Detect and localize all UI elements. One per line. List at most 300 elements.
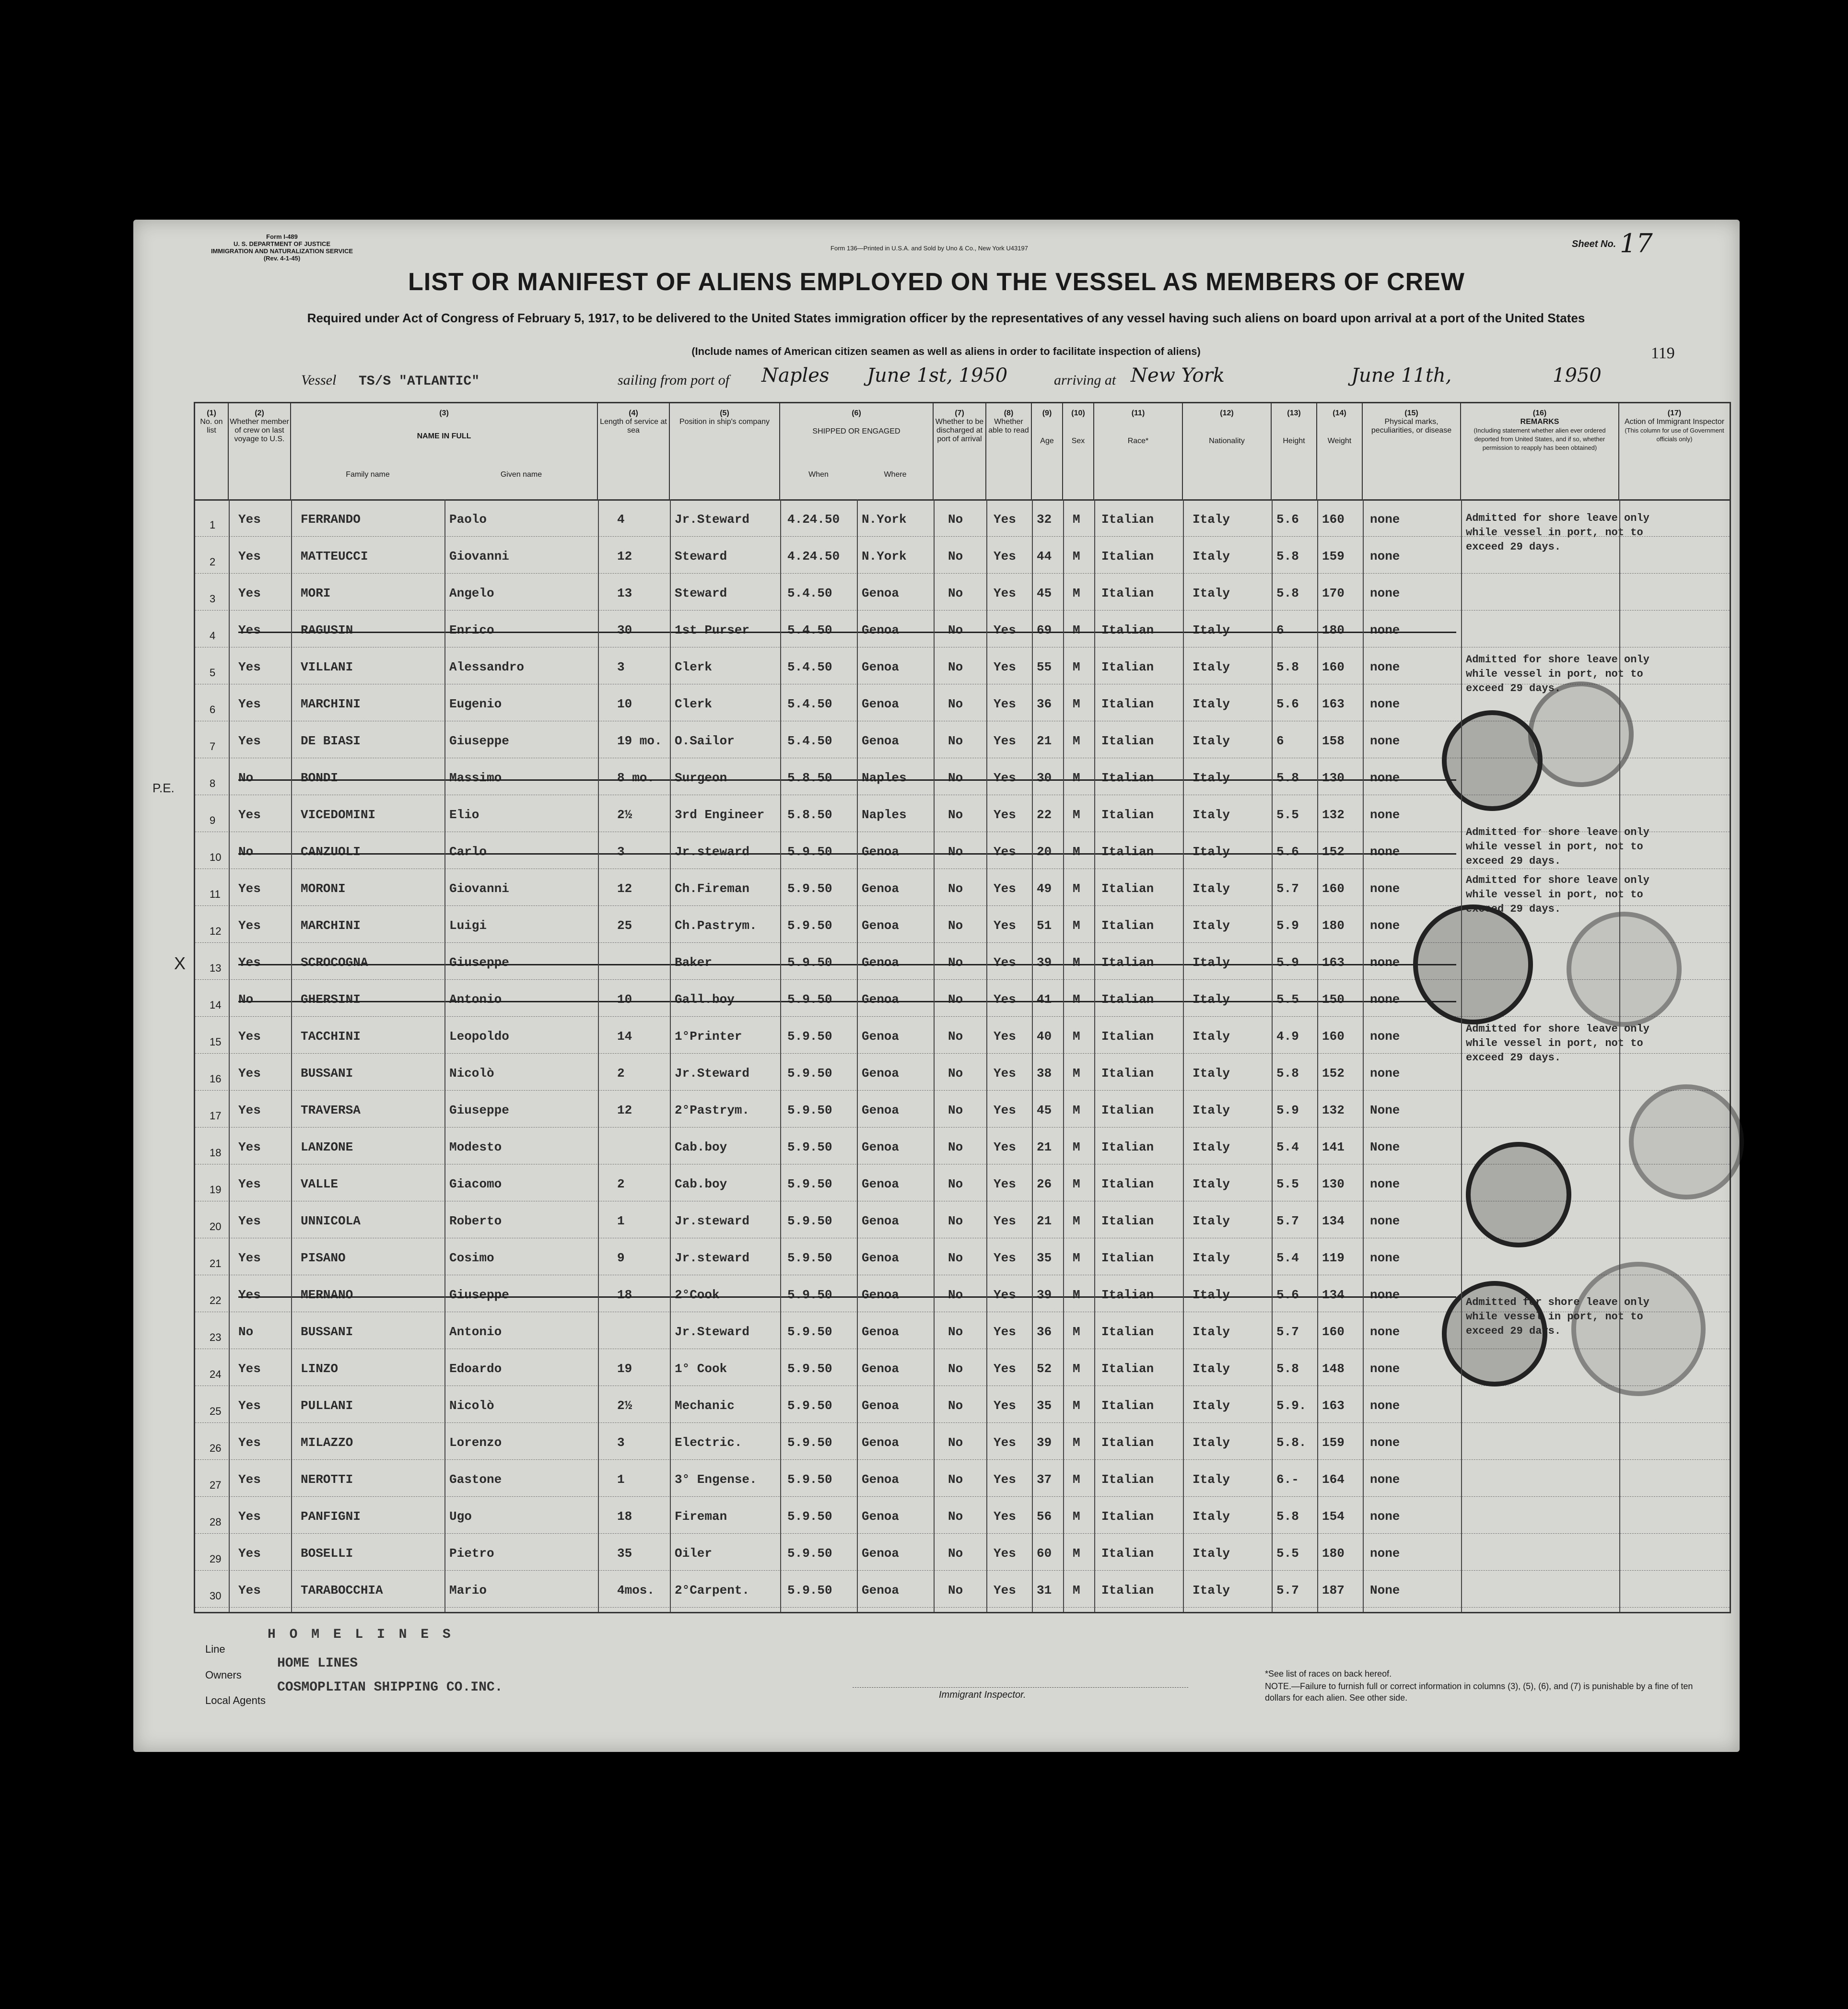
remark-stamp-text: Admitted for shore leave only while vessel in port, not to exceed 29 days. xyxy=(1466,826,1649,867)
agents-label: Local Agents xyxy=(205,1694,266,1706)
family-name-cell: MARCHINI xyxy=(301,918,361,933)
read-cell: Yes xyxy=(994,808,1016,822)
age-cell: 69 xyxy=(1037,623,1052,637)
race-cell: Italian xyxy=(1101,845,1154,859)
sex-cell: M xyxy=(1073,660,1080,674)
service-cell: 10 xyxy=(617,992,632,1007)
race-cell: Italian xyxy=(1101,1103,1154,1117)
nationality-cell: Italy xyxy=(1193,1103,1230,1117)
page-subtitle: Required under Act of Congress of February 5, 1917, to be delivered to the United States immigration officer by the representatives of any vessel having such aliens on board upon arrival at a port of the United States xyxy=(307,311,1585,325)
punch-hole xyxy=(72,349,97,374)
marks-cell: None xyxy=(1370,1103,1400,1117)
service-cell: 2 xyxy=(617,1066,625,1081)
race-cell: Italian xyxy=(1101,1509,1154,1524)
sex-cell: M xyxy=(1073,549,1080,564)
shipped-when-cell: 5.9.50 xyxy=(787,881,832,896)
race-cell: Italian xyxy=(1101,660,1154,674)
row-number: 28 xyxy=(210,1516,222,1528)
age-cell: 41 xyxy=(1037,992,1052,1007)
prev-voyage-cell: No xyxy=(238,845,254,859)
family-name-cell: BONDI xyxy=(301,771,339,785)
read-cell: Yes xyxy=(994,1140,1016,1154)
discharge-cell: No xyxy=(948,734,963,748)
row-number: 30 xyxy=(210,1590,222,1602)
prev-voyage-cell: Yes xyxy=(238,623,261,637)
given-name-cell: Giuseppe xyxy=(449,1288,509,1302)
height-cell: 5.5 xyxy=(1276,992,1299,1007)
printer-line: Form 136—Printed in U.S.A. and Sold by Uno & Co., New York U43197 xyxy=(830,245,1028,252)
service-cell: 12 xyxy=(617,881,632,896)
service-cell: 30 xyxy=(617,623,632,637)
read-cell: Yes xyxy=(994,549,1016,564)
sex-cell: M xyxy=(1073,881,1080,896)
manifest-sheet xyxy=(133,220,1740,1752)
discharge-cell: No xyxy=(948,1472,963,1487)
row-number: 24 xyxy=(210,1368,222,1380)
row-number: 11 xyxy=(210,888,221,900)
height-cell: 5.9. xyxy=(1276,1398,1307,1413)
given-name-cell: Angelo xyxy=(449,586,494,600)
owners-value: HOME LINES xyxy=(277,1656,358,1671)
weight-cell: 134 xyxy=(1322,1214,1345,1228)
strike-through-line xyxy=(238,1001,1456,1002)
row-number: 25 xyxy=(210,1405,222,1417)
race-cell: Italian xyxy=(1101,734,1154,748)
given-name-cell: Cosimo xyxy=(449,1251,494,1265)
discharge-cell: No xyxy=(948,1029,963,1044)
marks-cell: none xyxy=(1370,881,1400,896)
position-cell: Ch.Pastrym. xyxy=(675,918,757,933)
vessel-label: Vessel xyxy=(301,372,337,388)
race-cell: Italian xyxy=(1101,623,1154,637)
sex-cell: M xyxy=(1073,1103,1080,1117)
family-name-cell: VILLANI xyxy=(301,660,353,674)
height-cell: 5.5 xyxy=(1276,1177,1299,1191)
family-name-cell: CANZUOLI xyxy=(301,845,361,859)
race-cell: Italian xyxy=(1101,1029,1154,1044)
shipped-where-cell: Genoa xyxy=(862,1435,900,1450)
sailing-date: June 1st, 1950 xyxy=(867,364,1008,387)
row-number: 15 xyxy=(210,1036,222,1048)
service-cell: 1 xyxy=(617,1214,625,1228)
prev-voyage-cell: Yes xyxy=(238,1509,261,1524)
given-name-cell: Gastone xyxy=(449,1472,502,1487)
race-cell: Italian xyxy=(1101,697,1154,711)
shipped-when-cell: 5.9.50 xyxy=(787,1398,832,1413)
discharge-cell: No xyxy=(948,1288,963,1302)
sex-cell: M xyxy=(1073,1288,1080,1302)
given-name-cell: Ugo xyxy=(449,1509,472,1524)
service-cell: 8 mo. xyxy=(617,771,655,785)
row-number: 13 xyxy=(210,962,222,974)
age-cell: 52 xyxy=(1037,1362,1052,1376)
inspector-label: Immigrant Inspector. xyxy=(939,1690,1026,1700)
age-cell: 30 xyxy=(1037,771,1052,785)
row-number: 14 xyxy=(210,999,222,1011)
prev-voyage-cell: Yes xyxy=(238,1251,261,1265)
weight-cell: 170 xyxy=(1322,586,1345,600)
col-header-read: (8) Whether able to read xyxy=(986,403,1032,499)
weight-cell: 160 xyxy=(1322,881,1345,896)
column-rule xyxy=(598,499,599,1612)
given-name-cell: Alessandro xyxy=(449,660,525,674)
col-header-height: (13) Height xyxy=(1272,403,1317,499)
read-cell: Yes xyxy=(994,845,1016,859)
weight-cell: 132 xyxy=(1322,808,1345,822)
read-cell: Yes xyxy=(994,881,1016,896)
age-cell: 45 xyxy=(1037,586,1052,600)
given-name-cell: Edoardo xyxy=(449,1362,502,1376)
family-name-cell: TARABOCCHIA xyxy=(301,1583,383,1598)
read-cell: Yes xyxy=(994,1029,1016,1044)
prev-voyage-cell: Yes xyxy=(238,697,261,711)
seal-stamp xyxy=(1466,1142,1571,1247)
height-cell: 5.5 xyxy=(1276,1546,1299,1561)
row-number: 21 xyxy=(210,1257,222,1269)
weight-cell: 130 xyxy=(1322,771,1345,785)
nationality-cell: Italy xyxy=(1193,1546,1230,1561)
age-cell: 21 xyxy=(1037,1214,1052,1228)
col-header-discharge: (7) Whether to be discharged at port of arrival xyxy=(934,403,986,499)
race-cell: Italian xyxy=(1101,771,1154,785)
column-rule xyxy=(986,499,987,1612)
prev-voyage-cell: Yes xyxy=(238,734,261,748)
sex-cell: M xyxy=(1073,918,1080,933)
shipped-where-cell: Genoa xyxy=(862,1509,900,1524)
height-cell: 5.7 xyxy=(1276,1583,1299,1598)
read-cell: Yes xyxy=(994,1472,1016,1487)
position-cell: 3rd Engineer xyxy=(675,808,765,822)
nationality-cell: Italy xyxy=(1193,1435,1230,1450)
column-rule xyxy=(1461,499,1462,1612)
read-cell: Yes xyxy=(994,1251,1016,1265)
nationality-cell: Italy xyxy=(1193,549,1230,564)
discharge-cell: No xyxy=(948,1066,963,1081)
height-cell: 5.8 xyxy=(1276,586,1299,600)
sex-cell: M xyxy=(1073,1435,1080,1450)
shipped-where-cell: Genoa xyxy=(862,1325,900,1339)
row-number: 6 xyxy=(210,704,216,716)
row-number: 23 xyxy=(210,1331,222,1343)
given-name-cell: Nicolò xyxy=(449,1398,494,1413)
marks-cell: none xyxy=(1370,955,1400,970)
given-name-cell: Giacomo xyxy=(449,1177,502,1191)
nationality-cell: Italy xyxy=(1193,881,1230,896)
age-cell: 35 xyxy=(1037,1398,1052,1413)
family-name-cell: LINZO xyxy=(301,1362,339,1376)
shipped-when-cell: 5.4.50 xyxy=(787,586,832,600)
shipped-when-cell: 5.9.50 xyxy=(787,1435,832,1450)
position-cell: Electric. xyxy=(675,1435,742,1450)
age-cell: 39 xyxy=(1037,1288,1052,1302)
read-cell: Yes xyxy=(994,1546,1016,1561)
nationality-cell: Italy xyxy=(1193,1251,1230,1265)
age-cell: 32 xyxy=(1037,512,1052,527)
race-cell: Italian xyxy=(1101,1472,1154,1487)
column-rule xyxy=(1619,499,1620,1612)
service-cell: 35 xyxy=(617,1546,632,1561)
position-cell: Jr.Steward xyxy=(675,1325,750,1339)
marks-cell: none xyxy=(1370,808,1400,822)
age-cell: 44 xyxy=(1037,549,1052,564)
col-header-service: (4) Length of service at sea xyxy=(598,403,670,499)
shipped-when-cell: 5.9.50 xyxy=(787,1251,832,1265)
position-cell: Mechanic xyxy=(675,1398,735,1413)
sex-cell: M xyxy=(1073,734,1080,748)
sex-cell: M xyxy=(1073,1251,1080,1265)
weight-cell: 148 xyxy=(1322,1362,1345,1376)
height-cell: 5.7 xyxy=(1276,1325,1299,1339)
column-rule xyxy=(1183,499,1184,1612)
position-cell: Jr.steward xyxy=(675,1214,750,1228)
position-cell: 3° Engense. xyxy=(675,1472,757,1487)
discharge-cell: No xyxy=(948,1251,963,1265)
row-number: 29 xyxy=(210,1553,222,1565)
prev-voyage-cell: Yes xyxy=(238,1362,261,1376)
age-cell: 31 xyxy=(1037,1583,1052,1598)
read-cell: Yes xyxy=(994,660,1016,674)
discharge-cell: No xyxy=(948,771,963,785)
column-rule xyxy=(1094,499,1095,1612)
read-cell: Yes xyxy=(994,586,1016,600)
read-cell: Yes xyxy=(994,1325,1016,1339)
age-cell: 26 xyxy=(1037,1177,1052,1191)
remark-stamp-text: Admitted for shore leave only while vessel in port, not to exceed 29 days. xyxy=(1466,1296,1649,1337)
sheet-label: Sheet No. xyxy=(1572,239,1616,249)
weight-cell: 150 xyxy=(1322,992,1345,1007)
family-name-cell: DE BIASI xyxy=(301,734,361,748)
position-cell: Surgeon xyxy=(675,771,727,785)
age-cell: 21 xyxy=(1037,1140,1052,1154)
discharge-cell: No xyxy=(948,1398,963,1413)
col-header-sex: (10) Sex xyxy=(1063,403,1094,499)
race-cell: Italian xyxy=(1101,992,1154,1007)
shipped-where-cell: Genoa xyxy=(862,1362,900,1376)
weight-cell: 187 xyxy=(1322,1583,1345,1598)
given-name-cell: Giuseppe xyxy=(449,734,509,748)
shipped-where-cell: Genoa xyxy=(862,623,900,637)
table-row xyxy=(195,1536,1730,1571)
prev-voyage-cell: Yes xyxy=(238,1140,261,1154)
revision-date: (Rev. 4-1-45) xyxy=(263,255,301,262)
nationality-cell: Italy xyxy=(1193,734,1230,748)
height-cell: 5.6 xyxy=(1276,1288,1299,1302)
position-cell: 1° Cook xyxy=(675,1362,727,1376)
age-cell: 35 xyxy=(1037,1251,1052,1265)
row-number: 22 xyxy=(210,1294,222,1306)
department-name: U. S. DEPARTMENT OF JUSTICE xyxy=(234,240,330,247)
read-cell: Yes xyxy=(994,1214,1016,1228)
nationality-cell: Italy xyxy=(1193,1029,1230,1044)
crew-table xyxy=(194,402,1731,1613)
row-number: 7 xyxy=(210,740,216,752)
race-cell: Italian xyxy=(1101,1140,1154,1154)
prev-voyage-cell: Yes xyxy=(238,1029,261,1044)
family-name-cell: BOSELLI xyxy=(301,1546,353,1561)
sex-cell: M xyxy=(1073,1177,1080,1191)
given-name-cell: Pietro xyxy=(449,1546,494,1561)
column-rule xyxy=(934,499,935,1612)
race-cell: Italian xyxy=(1101,918,1154,933)
shipped-where-cell: Genoa xyxy=(862,1103,900,1117)
marks-cell: none xyxy=(1370,549,1400,564)
family-name-cell: TRAVERSA xyxy=(301,1103,361,1117)
family-name-cell: MERNANO xyxy=(301,1288,353,1302)
age-cell: 20 xyxy=(1037,845,1052,859)
read-cell: Yes xyxy=(994,1066,1016,1081)
discharge-cell: No xyxy=(948,512,963,527)
remark-stamp-text: Admitted for shore leave only while vessel in port, not to exceed 29 days. xyxy=(1466,1023,1649,1064)
sex-cell: M xyxy=(1073,1472,1080,1487)
discharge-cell: No xyxy=(948,1362,963,1376)
given-name-cell: Carlo xyxy=(449,845,487,859)
read-cell: Yes xyxy=(994,697,1016,711)
read-cell: Yes xyxy=(994,918,1016,933)
read-cell: Yes xyxy=(994,1362,1016,1376)
shipped-when-cell: 5.9.50 xyxy=(787,918,832,933)
position-cell: Jr.steward xyxy=(675,1251,750,1265)
weight-cell: 180 xyxy=(1322,1546,1345,1561)
sex-cell: M xyxy=(1073,955,1080,970)
family-name-cell: MARCHINI xyxy=(301,697,361,711)
position-cell: Gall.boy xyxy=(675,992,735,1007)
family-name-cell: TACCHINI xyxy=(301,1029,361,1044)
service-cell: 2½ xyxy=(617,1398,632,1413)
height-cell: 5.6 xyxy=(1276,697,1299,711)
nationality-cell: Italy xyxy=(1193,845,1230,859)
race-cell: Italian xyxy=(1101,1362,1154,1376)
service-cell: 18 xyxy=(617,1509,632,1524)
table-row xyxy=(195,1388,1730,1423)
nationality-cell: Italy xyxy=(1193,918,1230,933)
column-rule xyxy=(780,499,781,1612)
height-cell: 5.7 xyxy=(1276,881,1299,896)
seal-stamp xyxy=(1571,1262,1706,1396)
family-name-cell: VICEDOMINI xyxy=(301,808,376,822)
prev-voyage-cell: Yes xyxy=(238,1472,261,1487)
row-number: 17 xyxy=(210,1110,222,1122)
strike-through-line xyxy=(238,853,1456,855)
table-row xyxy=(195,1499,1730,1534)
marks-cell: none xyxy=(1370,512,1400,527)
family-name-cell: MATTEUCCI xyxy=(301,549,368,564)
nationality-cell: Italy xyxy=(1193,1583,1230,1598)
nationality-cell: Italy xyxy=(1193,1177,1230,1191)
race-cell: Italian xyxy=(1101,549,1154,564)
race-cell: Italian xyxy=(1101,586,1154,600)
height-cell: 5.6 xyxy=(1276,512,1299,527)
given-name-cell: Giovanni xyxy=(449,549,509,564)
shipped-when-cell: 5.9.50 xyxy=(787,1029,832,1044)
sex-cell: M xyxy=(1073,1398,1080,1413)
read-cell: Yes xyxy=(994,512,1016,527)
column-rule xyxy=(670,499,671,1612)
position-cell: 1°Printer xyxy=(675,1029,742,1044)
row-number: 27 xyxy=(210,1479,222,1491)
shipped-where-cell: Genoa xyxy=(862,845,900,859)
marks-cell: none xyxy=(1370,1066,1400,1081)
shipped-when-cell: 5.9.50 xyxy=(787,1472,832,1487)
weight-cell: 159 xyxy=(1322,1435,1345,1450)
weight-cell: 163 xyxy=(1322,955,1345,970)
sex-cell: M xyxy=(1073,1325,1080,1339)
service-cell: 2 xyxy=(617,1177,625,1191)
strike-through-line xyxy=(238,964,1456,965)
sex-cell: M xyxy=(1073,586,1080,600)
read-cell: Yes xyxy=(994,623,1016,637)
agents-value: COSMOPLITAN SHIPPING CO.INC. xyxy=(277,1680,503,1695)
position-cell: 1st Purser xyxy=(675,623,750,637)
prev-voyage-cell: Yes xyxy=(238,1177,261,1191)
header-divider xyxy=(195,499,1730,501)
sex-cell: M xyxy=(1073,1509,1080,1524)
service-cell: 4 xyxy=(617,512,625,527)
family-name-cell: PULLANI xyxy=(301,1398,353,1413)
sheet-number: 17 xyxy=(1620,228,1653,258)
service-cell: 3 xyxy=(617,845,625,859)
age-cell: 22 xyxy=(1037,808,1052,822)
family-name-cell: MILAZZO xyxy=(301,1435,353,1450)
shipped-where-cell: Genoa xyxy=(862,1583,900,1598)
given-name-cell: Elio xyxy=(449,808,480,822)
shipped-where-cell: N.York xyxy=(862,512,907,527)
column-rule xyxy=(857,499,858,1612)
position-cell: O.Sailor xyxy=(675,734,735,748)
shipped-when-cell: 4.24.50 xyxy=(787,512,840,527)
sex-cell: M xyxy=(1073,771,1080,785)
family-name-cell: RAGUSIN xyxy=(301,623,353,637)
marks-cell: None xyxy=(1370,1583,1400,1598)
col-header-weight: (14) Weight xyxy=(1317,403,1363,499)
prev-voyage-cell: Yes xyxy=(238,1546,261,1561)
given-name-cell: Lorenzo xyxy=(449,1435,502,1450)
read-cell: Yes xyxy=(994,1509,1016,1524)
arriving-label: arriving at xyxy=(1054,372,1116,388)
discharge-cell: No xyxy=(948,1509,963,1524)
read-cell: Yes xyxy=(994,734,1016,748)
given-name-cell: Giuseppe xyxy=(449,1103,509,1117)
given-name-cell: Leopoldo xyxy=(449,1029,509,1044)
shipped-when-cell: 4.24.50 xyxy=(787,549,840,564)
shipped-when-cell: 5.9.50 xyxy=(787,1546,832,1561)
height-cell: 5.5 xyxy=(1276,808,1299,822)
race-cell: Italian xyxy=(1101,1066,1154,1081)
weight-cell: 152 xyxy=(1322,1066,1345,1081)
discharge-cell: No xyxy=(948,1103,963,1117)
discharge-cell: No xyxy=(948,1435,963,1450)
sex-cell: M xyxy=(1073,1214,1080,1228)
marks-cell: none xyxy=(1370,1029,1400,1044)
marks-cell: none xyxy=(1370,771,1400,785)
marks-cell: none xyxy=(1370,660,1400,674)
marks-cell: none xyxy=(1370,1362,1400,1376)
prev-voyage-cell: Yes xyxy=(238,918,261,933)
marks-cell: none xyxy=(1370,918,1400,933)
shipped-when-cell: 5.9.50 xyxy=(787,992,832,1007)
discharge-cell: No xyxy=(948,1325,963,1339)
sex-cell: M xyxy=(1073,1029,1080,1044)
weight-cell: 163 xyxy=(1322,1398,1345,1413)
prev-voyage-cell: Yes xyxy=(238,1214,261,1228)
marks-cell: none xyxy=(1370,1214,1400,1228)
family-name-cell: PANFIGNI xyxy=(301,1509,361,1524)
row-number: 20 xyxy=(210,1221,222,1233)
weight-cell: 163 xyxy=(1322,697,1345,711)
line-label: Line xyxy=(205,1643,225,1655)
shipped-when-cell: 5.9.50 xyxy=(787,1325,832,1339)
read-cell: Yes xyxy=(994,1288,1016,1302)
seal-stamp xyxy=(1567,912,1682,1027)
